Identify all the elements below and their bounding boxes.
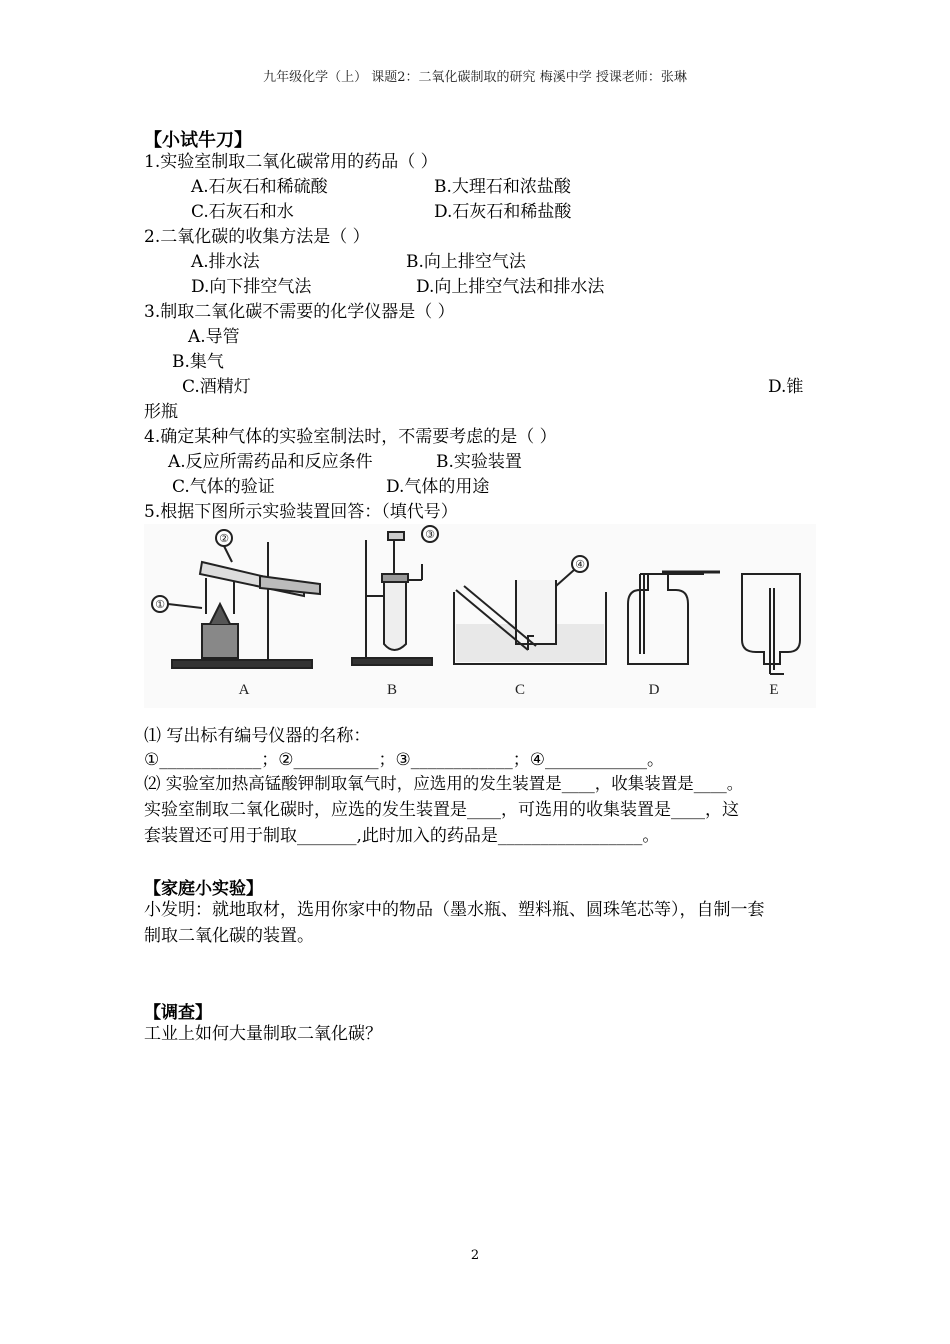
q1-option-d: D.石灰石和稀盐酸 [434,202,572,222]
q4-option-a: A.反应所需药品和反应条件 [168,452,373,472]
apparatus-d [628,572,720,664]
q4-option-d: D.气体的用途 [386,477,490,497]
label-e: E [769,682,779,698]
q1-option-b: B.大理石和浓盐酸 [434,177,571,197]
q4-stem: 4.确定某种气体的实验室制法时，不需要考虑的是（ ） [144,427,557,447]
label-c: C [514,682,526,698]
marker-4: ④ [575,558,585,571]
q4-option-b: B.实验装置 [436,452,522,472]
marker-2: ② [219,532,229,545]
q5-stem: 5.根据下图所示实验装置回答：（填代号） [144,502,458,522]
apparatus-c [454,556,606,664]
q3-option-b: B.集气 [172,352,224,372]
page-number: 2 [470,1248,480,1263]
section-title-survey: 【调查】 [144,1003,212,1023]
apparatus-e [742,574,800,674]
marker-3: ③ [425,528,435,541]
q3-option-d: D.锥 [768,377,804,397]
q4-option-c: C.气体的验证 [172,477,275,497]
page-header: 九年级化学（上） 课题2：二氧化碳制取的研究 梅溪中学 授课老师：张琳 [263,70,687,85]
q1-option-a: A.石灰石和稀硫酸 [191,177,328,197]
answer-part2-line3: 套装置还可用于制取_______,此时加入的药品是_________________。 [144,826,660,846]
apparatus-a [152,530,320,668]
answer-part2-line1: ⑵ 实验室加热高锰酸钾制取氧气时，应选用的发生装置是____，收集装置是____。 [144,774,744,793]
q2-option-c: D.向下排空气法 [191,277,312,297]
marker-1: ① [155,598,165,611]
q3-option-a: A.导管 [188,327,240,347]
label-b: B [386,682,398,698]
section-title-home-experiment: 【家庭小实验】 [144,879,263,899]
q2-option-b: B.向上排空气法 [406,252,526,272]
apparatus-b [352,526,438,665]
q1-stem: 1.实验室制取二氧化碳常用的药品（ ） [144,152,438,172]
home-experiment-line2: 制取二氧化碳的装置。 [144,926,314,946]
q2-stem: 2.二氧化碳的收集方法是（ ） [144,227,370,247]
q3-stem: 3.制取二氧化碳不需要的化学仪器是（ ） [144,302,455,322]
q2-option-a: A.排水法 [191,252,260,272]
label-d: D [648,682,660,698]
answer-part1-blanks: ①____________；②__________；③____________；④____________。 [144,750,664,770]
q3-option-d-cont: 形瓶 [144,402,178,422]
survey-question: 工业上如何大量制取二氧化碳？ [144,1024,382,1044]
section-title-practice: 【小试牛刀】 [144,130,252,151]
q2-option-d: D.向上排空气法和排水法 [416,277,605,297]
label-a: A [238,682,250,698]
apparatus-figure [144,524,816,708]
q3-option-c: C.酒精灯 [182,377,251,397]
answer-part1-prompt: ⑴ 写出标有编号仪器的名称： [144,726,371,746]
home-experiment-line1: 小发明：就地取材，选用你家中的物品（墨水瓶、塑料瓶、圆珠笔芯等），自制一套 [144,900,765,920]
q1-option-c: C.石灰石和水 [191,202,294,222]
answer-part2-line2: 实验室制取二氧化碳时，应选的发生装置是____，可选用的收集装置是____，这 [144,800,739,820]
